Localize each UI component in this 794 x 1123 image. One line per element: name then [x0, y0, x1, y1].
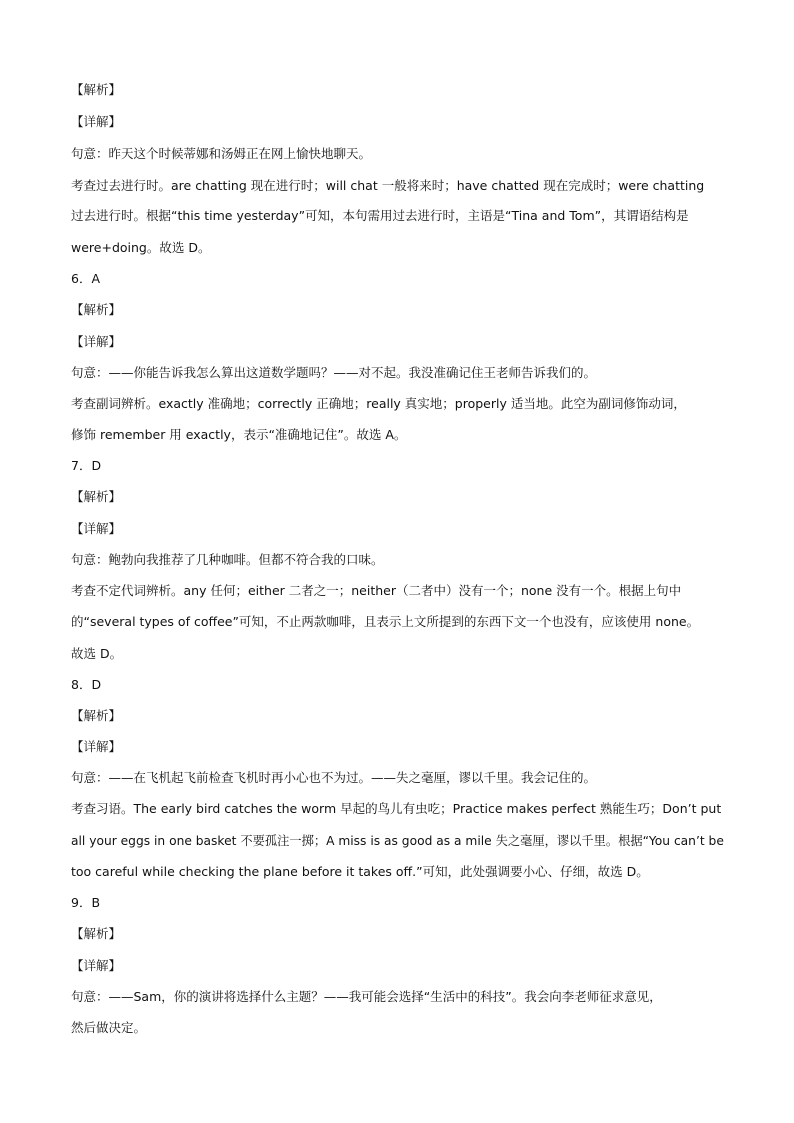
sentence-meaning: 然后做决定。 — [71, 1020, 147, 1035]
section-heading-detail: 【详解】 — [71, 521, 122, 536]
explanation-line: 考查不定代词辨析。any 任何；either 二者之一；neither（二者中）没有一个；none 没有一个。根据上句中 — [71, 583, 682, 598]
explanation-line: 修饰 remember 用 exactly，表示“准确地记住”。故选 A。 — [71, 427, 407, 442]
answer-number: 6．A — [71, 271, 101, 286]
explanation-line: were+doing。故选 D。 — [71, 240, 211, 255]
answer-number: 9．B — [71, 895, 101, 910]
section-heading-analysis: 【解析】 — [71, 82, 122, 97]
section-heading-analysis: 【解析】 — [71, 302, 122, 317]
answer-number: 7．D — [71, 458, 102, 473]
explanation-line: 的“several types of coffee”可知，不止两款咖啡，且表示上文所提到的东西下文一个也没有，应该使用 none。 — [71, 614, 700, 629]
section-heading-detail: 【详解】 — [71, 739, 122, 754]
section-heading-detail: 【详解】 — [71, 114, 122, 129]
section-heading-analysis: 【解析】 — [71, 926, 122, 941]
explanation-line: all your eggs in one basket 不要孤注一掷；A miss is as good as a mile 失之毫厘，谬以千里。根据“You can’t be — [71, 834, 724, 848]
section-heading-detail: 【详解】 — [71, 334, 122, 349]
explanation-line: 考查习语。The early bird catches the worm 早起的鸟儿有虫吃；Practice makes perfect 熟能生巧；Don’t put — [71, 801, 722, 816]
sentence-meaning: 句意：昨天这个时候蒂娜和汤姆正在网上愉快地聊天。 — [71, 146, 372, 161]
sentence-meaning: 句意：——在飞机起飞前检查飞机时再小心也不为过。——失之毫厘，谬以千里。我会记住的。 — [71, 770, 597, 785]
section-heading-detail: 【详解】 — [71, 958, 122, 973]
section-heading-analysis: 【解析】 — [71, 708, 122, 723]
sentence-meaning: 句意：鲍勃向我推荐了几种咖啡。但都不符合我的口味。 — [71, 552, 384, 567]
explanation-line: too careful while checking the plane before it takes off.”可知，此处强调要小心、仔细，故选 D。 — [71, 864, 649, 879]
explanation-line: 过去进行时。根据“this time yesterday”可知，本句需用过去进行时，主语是“Tina and Tom”，其谓语结构是 — [71, 208, 689, 223]
explanation-line: 考查副词辨析。exactly 准确地；correctly 正确地；really 真实地；properly 适当地。此空为副词修饰动词， — [71, 396, 686, 411]
explanation-line: 考查过去进行时。are chatting 现在进行时；will chat 一般将来时；have chatted 现在完成时；were chatting — [71, 178, 705, 193]
answer-number: 8．D — [71, 677, 102, 692]
sentence-meaning: 句意：——你能告诉我怎么算出这道数学题吗？——对不起。我没准确记住王老师告诉我们的。 — [71, 365, 597, 380]
explanation-line: 故选 D。 — [71, 646, 123, 661]
sentence-meaning: 句意：——Sam，你的演讲将选择什么主题？——我可能会选择“生活中的科技”。我会向李老师征求意见， — [71, 989, 662, 1004]
section-heading-analysis: 【解析】 — [71, 489, 122, 504]
